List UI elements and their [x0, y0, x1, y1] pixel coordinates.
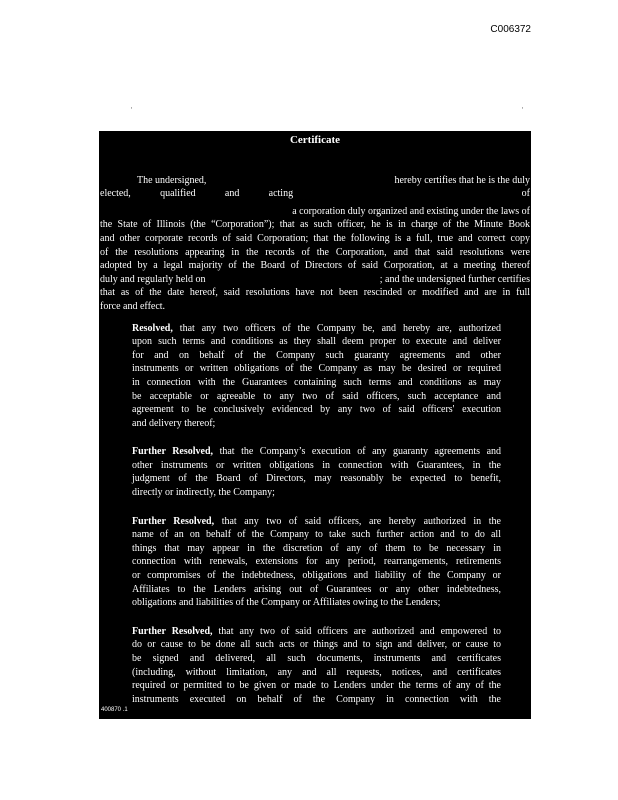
scan-mark: ·	[521, 103, 524, 113]
resolution-3: Further Resolved, that any two of said officers, are hereby authorized in the name of an on behalf of the Company to take such further action and to do all things that may appear in the discretion of any of them to be necessary in connection with renewals, extensions for any period, rearrangements, retirements or compromises of the indebtedness, obligations and liability of the Company or Affiliates to the Lenders arising out of Guarantees or any other indebtedness, obligations and liabilities of the Company or Affiliates owing to the Lenders;	[132, 515, 501, 609]
resolution-2: Further Resolved, that the Company’s execution of any guaranty agreements and other instruments or written obligations in connection with Guarantees, in the judgment of the Board of Directors, may reasonably be expected to benefit, directly or indirectly, the Company;	[132, 446, 502, 499]
page-footer-code: 400870 .1	[101, 707, 128, 714]
certification-paragraph: The undersigned, hereby certifies that he is the duly elected, qualified and acting of a corporation duly organized and existing under the laws of the State of Illinois (the “Corporation”); that as such officer, he is in charge of the Minute Book and other corporate records of said Corporation; that the following is a full, true and correct copy of the resolutions appearing in the records of the Corporation, and that said resolutions were adopted by a legal majority of the Board of Directors of said Corporation, at a meeting thereof duly and regularly held on ; and the undersigned further certifies that as of the date hereof, said resolutions have not been rescinded or modified and are in full force and effect.	[100, 174, 530, 312]
document-id: C006372	[490, 24, 531, 35]
certificate-title: Certificate	[289, 134, 341, 146]
resolution-4: Further Resolved, that any two of said officers are authorized and empowered to do or cause to be done all such acts or things and to sign and deliver, or cause to be signed and delivered, all such documents, instruments and certificates (including, without limitation, any and all requests, notices, and certificates required or permitted to be given or made to Lenders under the terms of any of the instruments executed on behalf of the Company in connection with the	[132, 625, 502, 705]
certificate-page	[99, 131, 531, 719]
scan-mark: ·	[130, 103, 133, 113]
elected-line: elected, qualified and acting of	[100, 188, 530, 200]
resolution-1: Resolved, that any two officers of the Company be, and hereby are, authorized upon such terms and conditions as they shall deem proper to execute and deliver for and on behalf of the Company such guaranty agreements and other instruments or written obligations of the Company as may be desired or required in connection with the Guarantees containing such terms and conditions as may be acceptable or agreeable to any two of said officers, such acceptance and agreement to be conclusively evidenced by any two of said officers' execution and delivery thereof;	[132, 322, 501, 429]
